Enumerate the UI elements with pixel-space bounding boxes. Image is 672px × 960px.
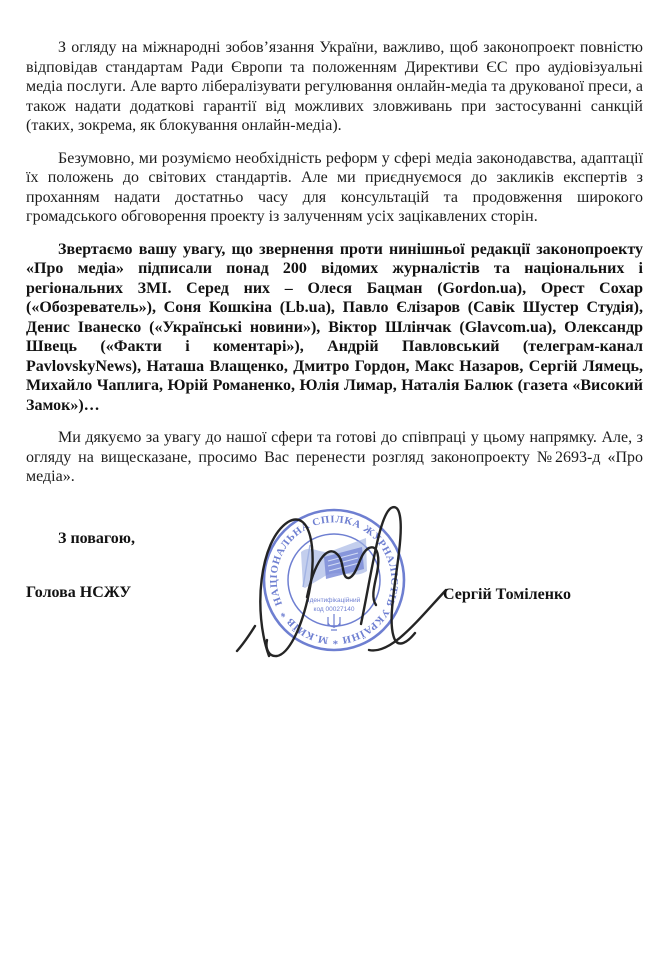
stamp-id-label: Ідентифікаційний bbox=[307, 597, 361, 604]
stamp-id-code: код 00027140 bbox=[313, 606, 355, 613]
trident-icon bbox=[328, 614, 340, 630]
signer-role: Голова НСЖУ bbox=[26, 584, 132, 601]
signer-name: Сергій Томіленко bbox=[443, 586, 571, 603]
paragraph-signatories-list: Звертаємо вашу увагу, що звернення проти нинішньої редакції законопроекту «Про медіа» підписали понад 200 відомих журналістів та національних і регіональних ЗМІ. Серед них – Олеся Бацман (Gordon.ua), Орест Сохар («Обозреватель»), Соня Кошкіна (Lb.ua), Павло Єлізаров (Савік Шустер Студія), Денис Іванеско («Українські новини»), Віктор Шлінчак (Glavcom.ua), Олександр Швець («Факти і коментарі»), Андрій Павловський (телеграм-канал PavlovskyNews), Наташа Влащенко, Дмитро Гордон, Макс Назаров, Сергій Лямець, Михайло Чаплига, Юрій Романенко, Юлія Лимар, Наталія Балюк (газета «Високий Замок»)… bbox=[26, 240, 643, 414]
signature-row bbox=[26, 584, 643, 606]
closing-salutation: З повагою, bbox=[58, 529, 135, 547]
signature-stroke-leadin bbox=[237, 626, 255, 651]
paragraph-reform-need: Безумовно, ми розуміємо необхідність реформ у сфері медіа законодавства, адаптації їх положень до світових стандартів. Але ми приєднуємося до закликів експертів з проханням надати достатньо часу для консультацій та продовження широкого громадського обговорення проекту із залученням усіх зацікавлених сторін. bbox=[26, 149, 643, 225]
stamp-ring-text: НАЦІОНАЛЬНА СПІЛКА ЖУРНАЛІСТІВ УКРАЇНИ * М.КИЇВ * bbox=[268, 514, 400, 646]
paragraph-international-obligations: З огляду на міжнародні зобов’язання України, важливо, щоб законопроект повністю відповідав стандартам Ради Європи та положенням Директиви ЄС про аудіовізуальні медіа послуги. Але варто лібералізувати регулювання онлайн-медіа та друкованої преси, а також надати додаткові гарантії від можливих зловживань при застосуванні санкцій (таких, зокрема, як блокування онлайн-медіа). bbox=[26, 39, 643, 134]
paragraph-request-postpone: Ми дякуємо за увагу до нашої сфери та готові до співпраці у цьому напрямку. Але, з огляду на вищесказане, просимо Вас перенести розгляд законопроекту №2693-д «Про медіа». bbox=[26, 429, 643, 485]
letter-body bbox=[26, 38, 643, 606]
